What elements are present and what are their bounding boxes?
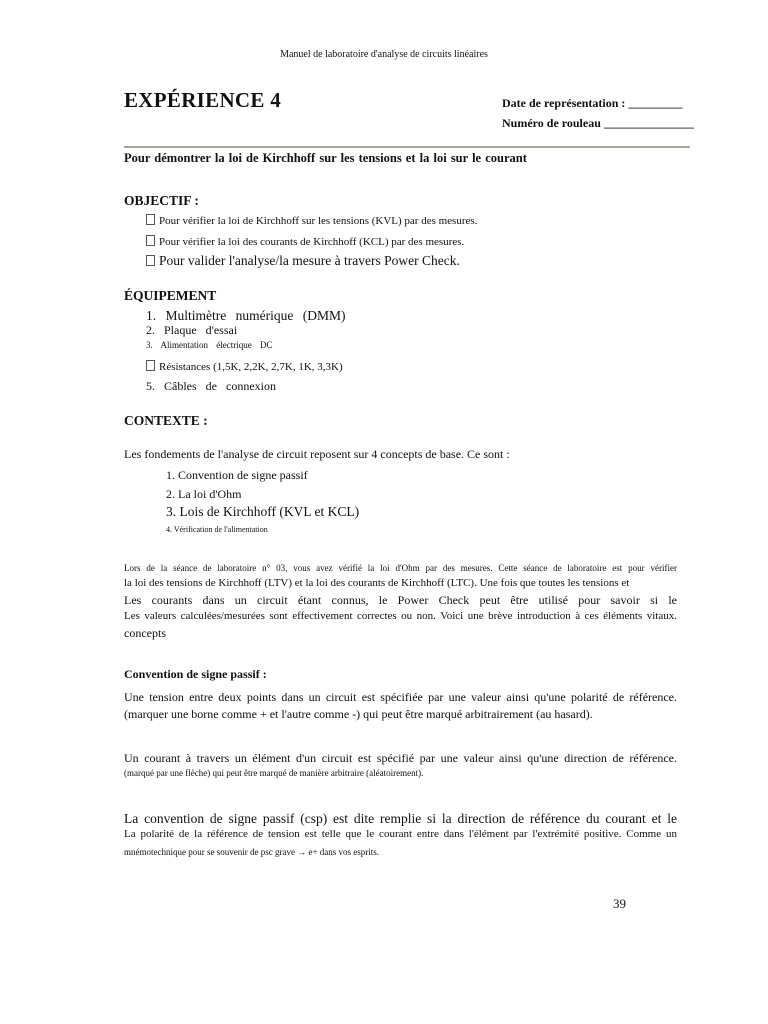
intro-paragraph-line: Les courants dans un circuit étant connus, le Power Check peut être utilisé pour savoir si le [124,593,677,607]
page-number: 39 [613,896,626,911]
passive-paragraph-line: La convention de signe passif (csp) est dite remplie si la direction de référence du courant et le [124,811,677,826]
running-header: Manuel de laboratoire d'analyse de circuits linéaires [280,49,488,60]
passive-paragraph-line: Une tension entre deux points dans un circuit est spécifiée par une valeur ainsi qu'une polarité de référence. [124,690,677,704]
intro-paragraph-line: concepts [124,626,166,640]
objective-heading: OBJECTIF : [124,193,199,208]
checkbox-icon [146,360,155,371]
equipment-item: 2. Plaque d'essai [146,323,238,337]
roll-number-field: Numéro de rouleau _______________ [502,116,694,130]
concept-item: 2. La loi d'Ohm [166,487,242,501]
equipment-item: 5. Câbles de connexion [146,379,276,393]
passive-paragraph-line: mnémotechnique pour se souvenir de psc grave → e+ dans vos esprits. [124,847,380,857]
intro-paragraph-line: Les valeurs calculées/mesurées sont effectivement correctes ou non. Voici une brève introduction à ces éléments vitaux. [124,610,677,622]
equipment-item: Résistances (1,5K, 2,2K, 2,7K, 1K, 3,3K) [146,360,343,373]
context-heading: CONTEXTE : [124,413,208,428]
title-divider [124,146,690,148]
objective-item: Pour vérifier la loi des courants de Kirchhoff (KCL) par des mesures. [146,235,464,248]
concept-item: 4. Vérification de l'alimentation [166,525,268,534]
checkbox-icon [146,235,155,246]
intro-paragraph-line: la loi des tensions de Kirchhoff (LTV) et la loi des courants de Kirchhoff (LTC). Une fois que toutes les tensions et [124,577,630,589]
context-intro: Les fondements de l'analyse de circuit reposent sur 4 concepts de base. Ce sont : [124,447,510,461]
intro-paragraph-line: Lors de la séance de laboratoire n° 03, vous avez vérifié la loi d'Ohm par des mesures. Cette séance de laboratoire est pour vérifier [124,563,677,573]
date-field: Date de représentation : _________ [502,96,683,110]
experiment-subtitle: Pour démontrer la loi de Kirchhoff sur les tensions et la loi sur le courant [124,151,527,165]
passive-paragraph-line: (marquer une borne comme + et l'autre comme -) qui peut être marqué arbitrairement (au hasard). [124,707,593,721]
passive-sign-heading: Convention de signe passif : [124,667,267,681]
concept-item: 1. Convention de signe passif [166,468,308,482]
equipment-heading: ÉQUIPEMENT [124,288,217,303]
checkbox-icon [146,255,155,266]
passive-paragraph-line: (marqué par une flèche) qui peut être marqué de manière arbitraire (aléatoirement). [124,768,424,778]
passive-paragraph-line: Un courant à travers un élément d'un circuit est spécifié par une valeur ainsi qu'une direction de référence. [124,751,677,765]
equipment-item: 3. Alimentation électrique DC [146,340,273,350]
experiment-title: EXPÉRIENCE 4 [124,88,282,112]
equipment-item: 1. Multimètre numérique (DMM) [146,308,346,323]
passive-paragraph-line: La polarité de la référence de tension est telle que le courant entre dans l'élément par l'extrémité positive. Comme un [124,828,677,840]
objective-item: Pour valider l'analyse/la mesure à travers Power Check. [146,253,460,269]
concept-item: 3. Lois de Kirchhoff (KVL et KCL) [166,504,360,519]
objective-item: Pour vérifier la loi de Kirchhoff sur les tensions (KVL) par des mesures. [146,214,477,227]
checkbox-icon [146,214,155,225]
